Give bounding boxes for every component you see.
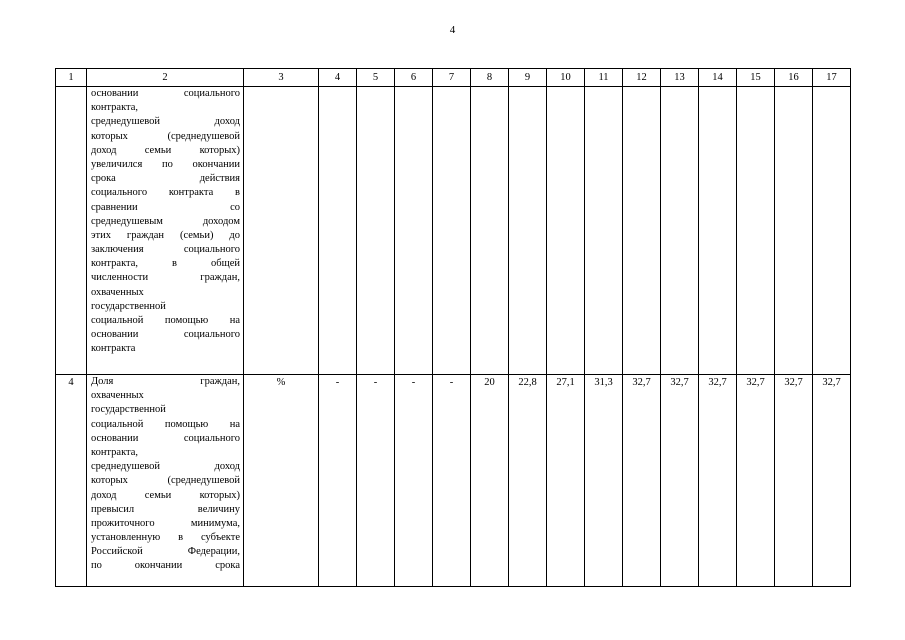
- row-number-cell: [56, 87, 87, 375]
- unit-cell: %: [244, 375, 319, 587]
- column-number-cell: 8: [471, 69, 509, 87]
- value-cell: 32,7: [661, 375, 699, 587]
- description-line: доход семьи которых): [91, 144, 240, 156]
- unit-cell: [244, 87, 319, 375]
- description-line: которых (среднедушевой: [91, 130, 240, 142]
- column-number-cell: 12: [623, 69, 661, 87]
- table-row: [56, 87, 851, 375]
- description-line: контракта, в общей: [91, 258, 240, 270]
- value-cell: [471, 87, 509, 375]
- description-line: Доля граждан,: [91, 376, 240, 387]
- column-number-cell: 6: [395, 69, 433, 87]
- value-cell: [661, 87, 699, 375]
- value-cell: 22,8: [509, 375, 547, 587]
- description-line: по окончании срока: [91, 560, 240, 572]
- description-line: среднедушевой доход: [91, 461, 240, 473]
- column-number-cell: 11: [585, 69, 623, 87]
- value-cell: -: [319, 375, 357, 587]
- description-line: социального контракта в: [91, 187, 240, 199]
- indicator-table: [55, 68, 851, 587]
- description-line: основании социального: [91, 88, 240, 99]
- description-line: установленную в субъекте: [91, 532, 240, 544]
- value-cell: [319, 87, 357, 375]
- column-number-cell: 16: [775, 69, 813, 87]
- column-number-cell: 9: [509, 69, 547, 87]
- value-cell: [585, 87, 623, 375]
- column-number-row: [56, 69, 851, 87]
- column-number-cell: 4: [319, 69, 357, 87]
- value-cell: 27,1: [547, 375, 585, 587]
- description-line: охваченных: [91, 390, 144, 402]
- column-number-cell: 2: [87, 69, 244, 87]
- value-cell: -: [433, 375, 471, 587]
- value-cell: 32,7: [699, 375, 737, 587]
- description-line: основании социального: [91, 432, 240, 444]
- column-number-cell: 5: [357, 69, 395, 87]
- value-cell: [737, 87, 775, 375]
- column-number-cell: 15: [737, 69, 775, 87]
- description-line: доход семьи которых): [91, 489, 240, 501]
- description-line: охваченных: [91, 286, 144, 298]
- description-line: контракта,: [91, 446, 139, 458]
- indicator-description: [87, 87, 244, 375]
- column-number-cell: 17: [813, 69, 851, 87]
- value-cell: [547, 87, 585, 375]
- value-cell: [357, 87, 395, 375]
- column-number-cell: 3: [244, 69, 319, 87]
- column-number-cell: 14: [699, 69, 737, 87]
- column-number-cell: 1: [56, 69, 87, 87]
- description-line: увеличился по окончании: [91, 158, 240, 170]
- description-line: государственной: [91, 300, 166, 312]
- row-number-cell: 4: [56, 375, 87, 587]
- description-line: контракта: [91, 343, 136, 355]
- description-line: государственной: [91, 404, 166, 416]
- description-line: превысил величину: [91, 503, 240, 515]
- description-line: Российской Федерации,: [91, 546, 240, 558]
- value-cell: [395, 87, 433, 375]
- description-line: которых (среднедушевой: [91, 475, 240, 487]
- value-cell: [775, 87, 813, 375]
- value-cell: [699, 87, 737, 375]
- description-line: срока действия: [91, 173, 240, 185]
- value-cell: 31,3: [585, 375, 623, 587]
- column-number-cell: 10: [547, 69, 585, 87]
- column-number-cell: 13: [661, 69, 699, 87]
- description-line: этих граждан (семьи) до: [91, 229, 240, 241]
- column-number-cell: 7: [433, 69, 471, 87]
- value-cell: 32,7: [813, 375, 851, 587]
- table-row: [56, 375, 851, 587]
- value-cell: [813, 87, 851, 375]
- value-cell: [433, 87, 471, 375]
- description-line: среднедушевым доходом: [91, 215, 240, 227]
- value-cell: 32,7: [775, 375, 813, 587]
- value-cell: -: [357, 375, 395, 587]
- value-cell: [623, 87, 661, 375]
- indicator-description: [87, 375, 244, 587]
- description-line: контракта,: [91, 102, 139, 114]
- description-line: заключения социального: [91, 244, 240, 256]
- description-line: прожиточного минимума,: [91, 517, 240, 529]
- value-cell: -: [395, 375, 433, 587]
- description-line: основании социального: [91, 329, 240, 341]
- value-cell: 32,7: [737, 375, 775, 587]
- value-cell: 32,7: [623, 375, 661, 587]
- description-line: сравнении со: [91, 201, 240, 213]
- description-line: численности граждан,: [91, 272, 240, 284]
- description-line: среднедушевой доход: [91, 116, 240, 128]
- value-cell: 20: [471, 375, 509, 587]
- page-number: 4: [449, 24, 456, 36]
- description-line: социальной помощью на: [91, 315, 240, 326]
- value-cell: [509, 87, 547, 375]
- description-line: социальной помощью на: [91, 418, 240, 430]
